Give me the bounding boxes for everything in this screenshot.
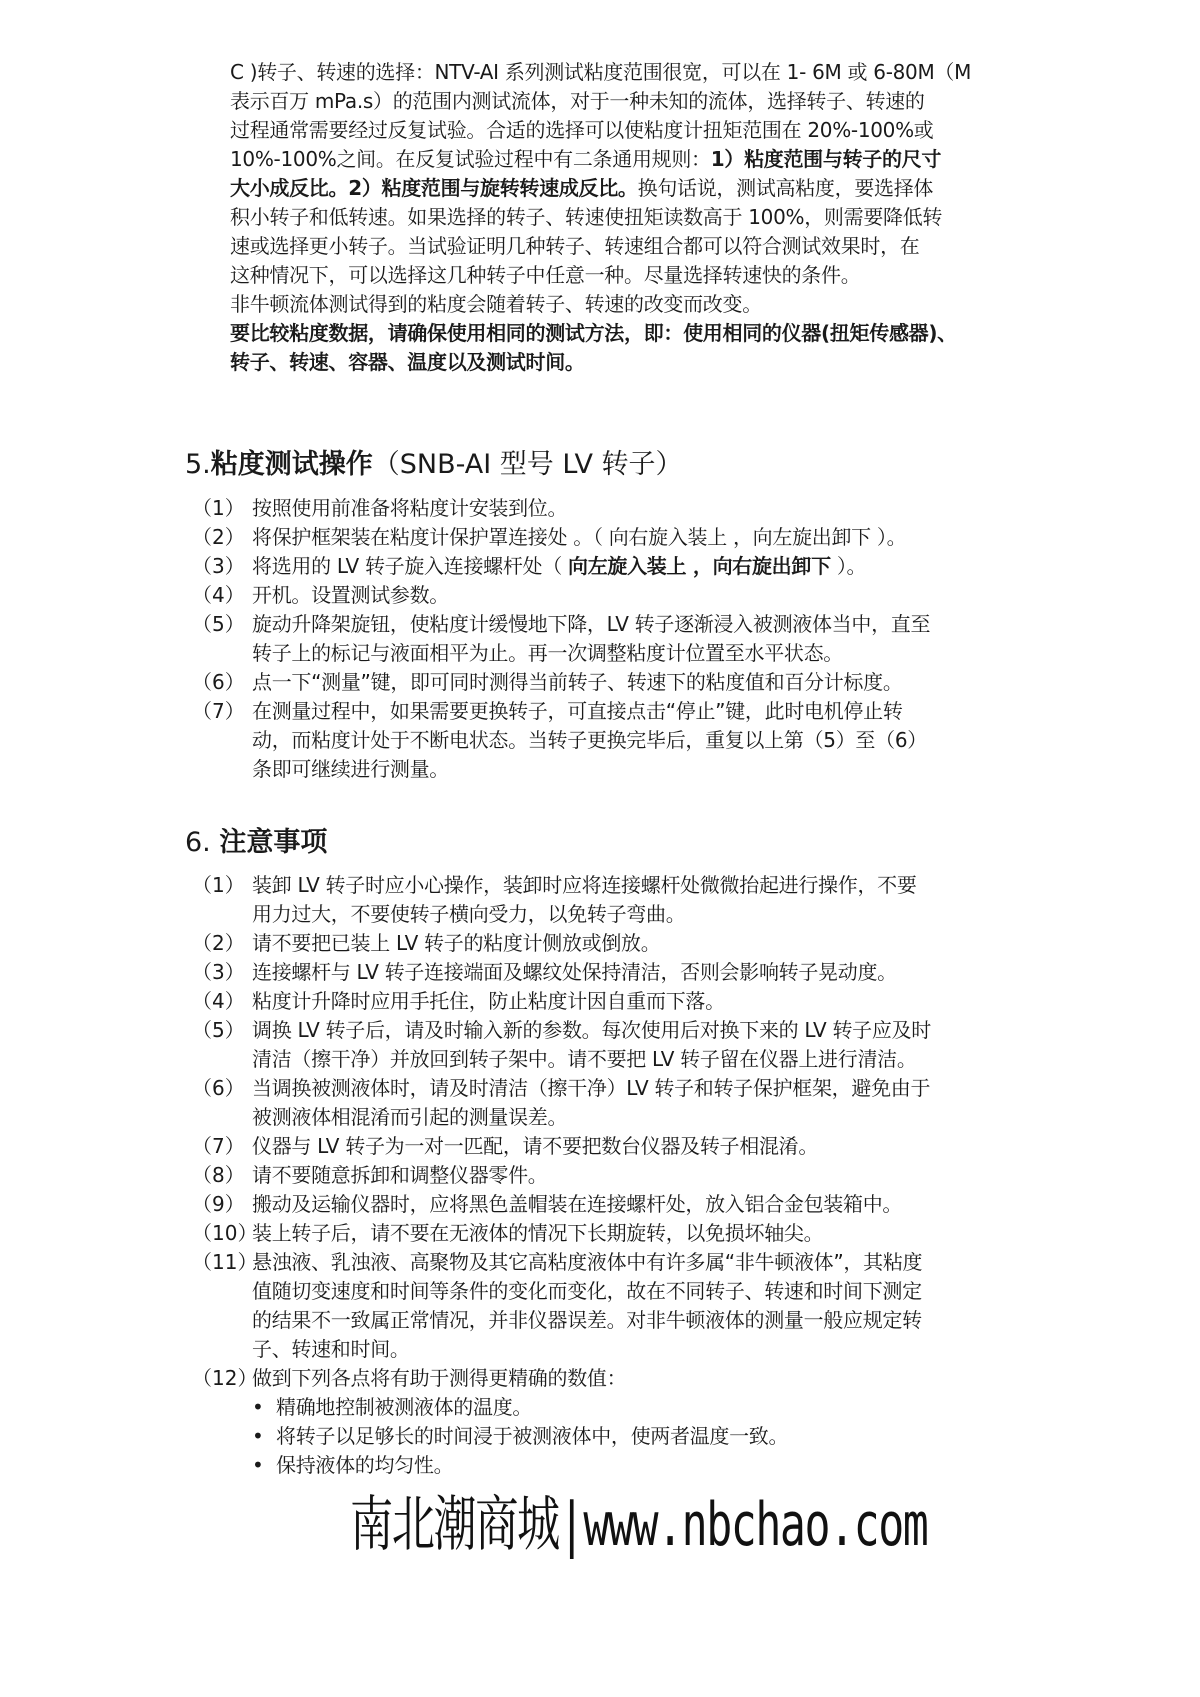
item-text	[252, 871, 917, 929]
list-item	[192, 581, 930, 610]
text-line	[252, 958, 897, 987]
text-segment: 的结果不一致属正常情况，并非仪器误差。对非牛顿液体的测量一般应规定转	[252, 1308, 922, 1332]
text-line	[252, 552, 866, 581]
text-segment: 开机。设置测试参数。	[252, 583, 449, 607]
text-segment: C )转子、转速的选择：NTV-AI 系列测试粘度范围很宽，可以在 1- 6M 或 6-80M（M	[230, 60, 972, 84]
text-line	[230, 58, 971, 87]
text-segment: 悬浊液、乳浊液、高聚物及其它高粘度液体中有许多属“非牛顿液体”，其粘度	[252, 1250, 923, 1274]
text-line	[252, 900, 917, 929]
text-line	[252, 494, 567, 523]
list-item	[192, 987, 931, 1016]
text-segment: 当调换被测液体时，请及时清洁（擦干净）LV 转子和转子保护框架，避免由于	[252, 1076, 931, 1100]
text-segment: 在测量过程中，如果需要更换转子，可直接点击“停止”键，此时电机停止转	[252, 699, 903, 723]
list-item	[192, 494, 930, 523]
text-segment: 请不要把已装上 LV 转子的粘度计侧放或倒放。	[252, 931, 661, 955]
text-segment: 装卸 LV 转子时应小心操作，装卸时应将连接螺杆处微微抬起进行操作，不要	[252, 873, 917, 897]
text-line	[252, 523, 906, 552]
item-number: （7）	[192, 699, 245, 723]
text-line	[230, 174, 971, 203]
list-item	[192, 1074, 931, 1132]
bullet-item	[252, 1422, 931, 1451]
text-line	[252, 1016, 931, 1045]
item-text	[252, 1016, 931, 1074]
item-number: （6）	[192, 670, 245, 694]
item-number: （11）	[192, 1250, 258, 1274]
list-item	[192, 1161, 931, 1190]
list-item	[192, 697, 930, 784]
section-5-list	[192, 494, 930, 784]
text-segment: 将保护框架装在粘度计保护罩连接处 。（ 向右旋入装上 ，向左旋出卸下 ）。	[252, 525, 907, 549]
item-number: （5）	[192, 1018, 245, 1042]
bold-text: 1）粘度范围与转子的尺寸	[710, 147, 942, 171]
section-6-list	[192, 871, 931, 1480]
text-line	[252, 581, 449, 610]
section-5-heading	[185, 445, 683, 485]
item-number: （4）	[192, 583, 245, 607]
item-text	[252, 697, 927, 784]
item-text	[252, 494, 567, 523]
text-line	[230, 261, 971, 290]
heading-title: 粘度测试操作	[210, 449, 373, 480]
text-segment: 将选用的 LV 转子旋入连接螺杆处（	[252, 554, 568, 578]
text-segment: 按照使用前准备将粘度计安装到位。	[252, 496, 568, 520]
text-segment: 10%-100%之间。在反复试验过程中有二条通用规则：	[230, 147, 711, 171]
bold-text: 大小成反比。2）粘度范围与旋转转速成反比。	[230, 176, 638, 200]
heading-subtitle: （SNB-AI 型号 LV 转子）	[372, 449, 683, 480]
text-segment: 被测液体相混淆而引起的测量误差。	[252, 1105, 568, 1129]
list-item	[192, 1219, 931, 1248]
text-line	[230, 290, 971, 319]
list-item	[192, 1248, 931, 1364]
item-number: （10）	[192, 1221, 258, 1245]
text-segment: 非牛顿流体测试得到的粘度会随着转子、转速的改变而改变。	[230, 292, 762, 316]
text-line	[252, 1074, 930, 1103]
bullet-icon: •	[252, 1453, 264, 1477]
item-text	[252, 523, 906, 552]
text-line	[230, 319, 971, 348]
text-segment: 清洁（擦干净）并放回到转子架中。请不要把 LV 转子留在仪器上进行清洁。	[252, 1047, 917, 1071]
item-text	[252, 552, 866, 581]
text-line	[230, 232, 971, 261]
text-segment: 做到下列各点将有助于测得更精确的数值：	[252, 1366, 627, 1390]
item-text	[252, 929, 660, 958]
text-segment: 积小转子和低转速。如果选择的转子、转速使扭矩读数高于 100%，则需要降低转	[230, 205, 943, 229]
item-number: （6）	[192, 1076, 245, 1100]
item-text	[252, 1161, 548, 1190]
bullet-text: 保持液体的均匀性。	[276, 1453, 454, 1477]
bold-text: 向左旋入装上 ，向右旋出卸下	[568, 554, 831, 578]
item-number: （2）	[192, 525, 245, 549]
text-line	[252, 1364, 626, 1393]
text-segment: 粘度计升降时应用手托住，防止粘度计因自重而下落。	[252, 989, 725, 1013]
list-item	[192, 929, 931, 958]
text-segment: 表示百万 mPa.s）的范围内测试流体，对于一种未知的流体，选择转子、转速的	[230, 89, 925, 113]
item-text	[252, 581, 449, 610]
list-item	[192, 1364, 931, 1393]
text-segment: 连接螺杆与 LV 转子连接端面及螺纹处保持清洁，否则会影响转子晃动度。	[252, 960, 897, 984]
item-text	[252, 987, 725, 1016]
item-number: （2）	[192, 931, 245, 955]
text-segment: 换句话说，测试高粘度，要选择体	[637, 176, 934, 200]
list-item	[192, 1132, 931, 1161]
item-text	[252, 668, 903, 697]
bullet-icon: •	[252, 1395, 264, 1419]
bullet-text: 将转子以足够长的时间浸于被测液体中，使两者温度一致。	[276, 1424, 789, 1448]
text-line	[252, 639, 930, 668]
list-item	[192, 1190, 931, 1219]
text-segment: 用力过大，不要使转子横向受力，以免转子弯曲。	[252, 902, 686, 926]
text-segment: 旋动升降架旋钮，使粘度计缓慢地下降，LV 转子逐渐浸入被测液体当中，直至	[252, 612, 931, 636]
item-number: （5）	[192, 612, 245, 636]
text-line	[230, 145, 971, 174]
text-segment: 转子上的标记与液面相平为止。再一次调整粘度计位置至水平状态。	[252, 641, 843, 665]
text-line	[252, 1132, 818, 1161]
text-line	[230, 348, 971, 377]
item-text	[252, 1190, 902, 1219]
item-number: （3）	[192, 554, 245, 578]
bullet-text: 精确地控制被测液体的温度。	[276, 1395, 533, 1419]
bullet-item	[252, 1393, 931, 1422]
text-line	[252, 1335, 922, 1364]
item-number: （3）	[192, 960, 245, 984]
heading-number: 6.	[185, 827, 220, 858]
text-segment: 条即可继续进行测量。	[252, 757, 449, 781]
section-6-heading	[185, 823, 327, 863]
text-line	[252, 610, 930, 639]
text-line	[252, 1045, 931, 1074]
text-line	[252, 697, 927, 726]
bullet-icon: •	[252, 1424, 264, 1448]
list-item	[192, 552, 930, 581]
text-segment: 动，而粘度计处于不断电状态。当转子更换完毕后，重复以上第（5）至（6）	[252, 728, 927, 752]
text-segment: 值随切变速度和时间等条件的变化而变化，故在不同转子、转速和时间下测定	[252, 1279, 922, 1303]
text-line	[252, 1248, 922, 1277]
item-text	[252, 1248, 922, 1364]
text-line	[252, 929, 660, 958]
list-item	[192, 1016, 931, 1074]
item-number: （9）	[192, 1192, 245, 1216]
text-segment: 搬动及运输仪器时，应将黑色盖帽装在连接螺杆处，放入铝合金包装箱中。	[252, 1192, 903, 1216]
text-line	[252, 1190, 902, 1219]
text-line	[252, 871, 917, 900]
list-item	[192, 523, 930, 552]
text-segment: 点一下“测量”键，即可同时测得当前转子、转速下的粘度值和百分计标度。	[252, 670, 903, 694]
text-segment: ）。	[830, 554, 867, 578]
text-line	[252, 1219, 823, 1248]
text-line	[230, 116, 971, 145]
heading-number: 5.	[185, 449, 211, 480]
bold-text: 转子、转速、容器、温度以及测试时间。	[230, 350, 585, 374]
text-segment: 请不要随意拆卸和调整仪器零件。	[252, 1163, 548, 1187]
text-segment: 子、转速和时间。	[252, 1337, 410, 1361]
text-line	[252, 755, 927, 784]
text-line	[252, 1103, 930, 1132]
watermark: 南北潮商城|www.nbchao.com	[350, 1490, 928, 1560]
text-segment: 装上转子后，请不要在无液体的情况下长期旋转，以免损坏轴尖。	[252, 1221, 824, 1245]
bold-text: 要比较粘度数据，请确保使用相同的测试方法，即：使用相同的仪器(扭矩传感器)、	[230, 321, 957, 345]
text-segment: 过程通常需要经过反复试验。合适的选择可以使粘度计扭矩范围在 20%-100%或	[230, 118, 934, 142]
bullet-item	[252, 1451, 931, 1480]
text-segment: 这种情况下，可以选择这几种转子中任意一种。尽量选择转速快的条件。	[230, 263, 861, 287]
text-segment: 仪器与 LV 转子为一对一匹配，请不要把数台仪器及转子相混淆。	[252, 1134, 819, 1158]
item-number: （1）	[192, 496, 245, 520]
text-line	[252, 987, 725, 1016]
text-line	[252, 668, 903, 697]
item-text	[252, 610, 930, 668]
text-line	[230, 203, 971, 232]
item-number: （12）	[192, 1366, 258, 1390]
list-item	[192, 668, 930, 697]
item-text	[252, 1074, 930, 1132]
intro-paragraph	[230, 58, 971, 377]
item-number: （1）	[192, 873, 245, 897]
text-line	[252, 726, 927, 755]
text-line	[252, 1277, 922, 1306]
item-number: （7）	[192, 1134, 245, 1158]
item-number: （8）	[192, 1163, 245, 1187]
item-text	[252, 1364, 626, 1393]
text-line	[252, 1161, 548, 1190]
text-segment: 速或选择更小转子。当试验证明几种转子、转速组合都可以符合测试效果时，在	[230, 234, 920, 258]
text-segment: 调换 LV 转子后，请及时输入新的参数。每次使用后对换下来的 LV 转子应及时	[252, 1018, 931, 1042]
text-line	[230, 87, 971, 116]
item-text	[252, 1132, 818, 1161]
list-item	[192, 871, 931, 929]
item-text	[252, 1219, 823, 1248]
text-line	[252, 1306, 922, 1335]
list-item	[192, 958, 931, 987]
item-text	[252, 958, 897, 987]
item-number: （4）	[192, 989, 245, 1013]
heading-title: 注意事项	[219, 827, 328, 858]
list-item	[192, 610, 930, 668]
